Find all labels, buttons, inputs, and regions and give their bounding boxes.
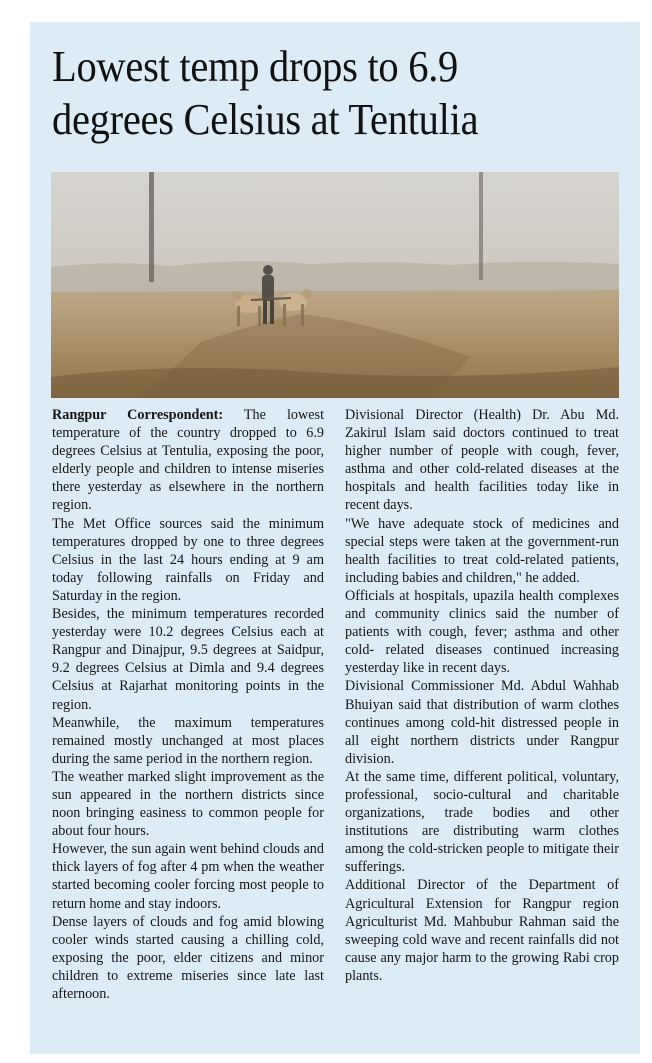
article-paragraph: The Met Office sources said the minimum temperatures dropped by one to three degrees Celsius in the last 24 hours ending at 9 am today following rainfalls on Friday and Saturday in the region. [52, 515, 324, 604]
article-paragraph: At the same time, different political, voluntary, professional, socio-cultural and charitable organizations, trade bodies and other institutions are distributing warm clothes among the cold-stricken people to mitigate their sufferings. [345, 768, 619, 876]
article-paragraph: Additional Director of the Department of Agricultural Extension for Rangpur region Agriculturist Md. Mahbubur Rahman said the sweeping cold wave and recent rainfalls did not cause any major harm to the growing Rabi crop plants. [345, 877, 619, 984]
article-column-left [52, 406, 324, 1003]
article-paragraph: Besides, the minimum temperatures recorded yesterday were 10.2 degrees Celsius each at Rangpur and Dinajpur, 9.5 degrees at Saidpur, 9.2 degrees Celsius at Dimla and 9.4 degrees Celsius at Rajarhat monitoring points in the region. [52, 606, 324, 713]
article-photo [51, 172, 619, 398]
foggy-field-with-farmer-and-bullocks-icon [51, 172, 619, 398]
article-paragraph: Meanwhile, the maximum temperatures remained mostly unchanged at most places during the same period in the northern region. [52, 714, 324, 767]
headline [52, 40, 586, 146]
article-paragraph: Divisional Director (Health) Dr. Abu Md. Zakirul Islam said doctors continued to treat higher number of people with cough, fever, asthma and other cold-related diseases at the hospitals and health facilities today like in recent days. [345, 407, 619, 514]
article-paragraph: The weather marked slight improvement as the sun appeared in the northern districts since noon bringing easiness to common people for about four hours. [52, 768, 324, 840]
article-paragraph: Dense layers of clouds and fog amid blowing cooler winds started causing a chilling cold, exposing the poor, elder citizens and minor children to extreme miseries since late last afternoon. [52, 913, 324, 1002]
article-column-right [345, 406, 619, 985]
article-paragraph: "We have adequate stock of medicines and special steps were taken at the government-run health facilities to treat cold-related patients, including babies and children," he added. [345, 515, 619, 586]
headline-line-1: Lowest temp drops to 6.9 [52, 42, 459, 91]
byline: Rangpur Correspondent: [52, 407, 224, 423]
article-paragraph: The lowest temperature of the country dropped to 6.9 degrees Celsius at Tentulia, exposing the poor, elderly people and children to intense miseries there yesterday as elsewhere in the northern region. [52, 407, 325, 514]
article-paragraph: However, the sun again went behind clouds and thick layers of fog after 4 pm when the weather started becoming cooler forcing most people to return home and stay indoors. [52, 841, 324, 912]
headline-line-2: degrees Celsius at Tentulia [52, 95, 479, 144]
article-paragraph: Officials at hospitals, upazila health complexes and community clinics said the number of patients with cough, fever; asthma and other cold- related diseases continued increasing yesterday like in recent days. [345, 587, 619, 677]
article-paragraph: Divisional Commissioner Md. Abdul Wahhab Bhuiyan said that distribution of warm clothes continues among cold-hit distressed people in all eight northern districts under Rangpur division. [345, 678, 619, 767]
